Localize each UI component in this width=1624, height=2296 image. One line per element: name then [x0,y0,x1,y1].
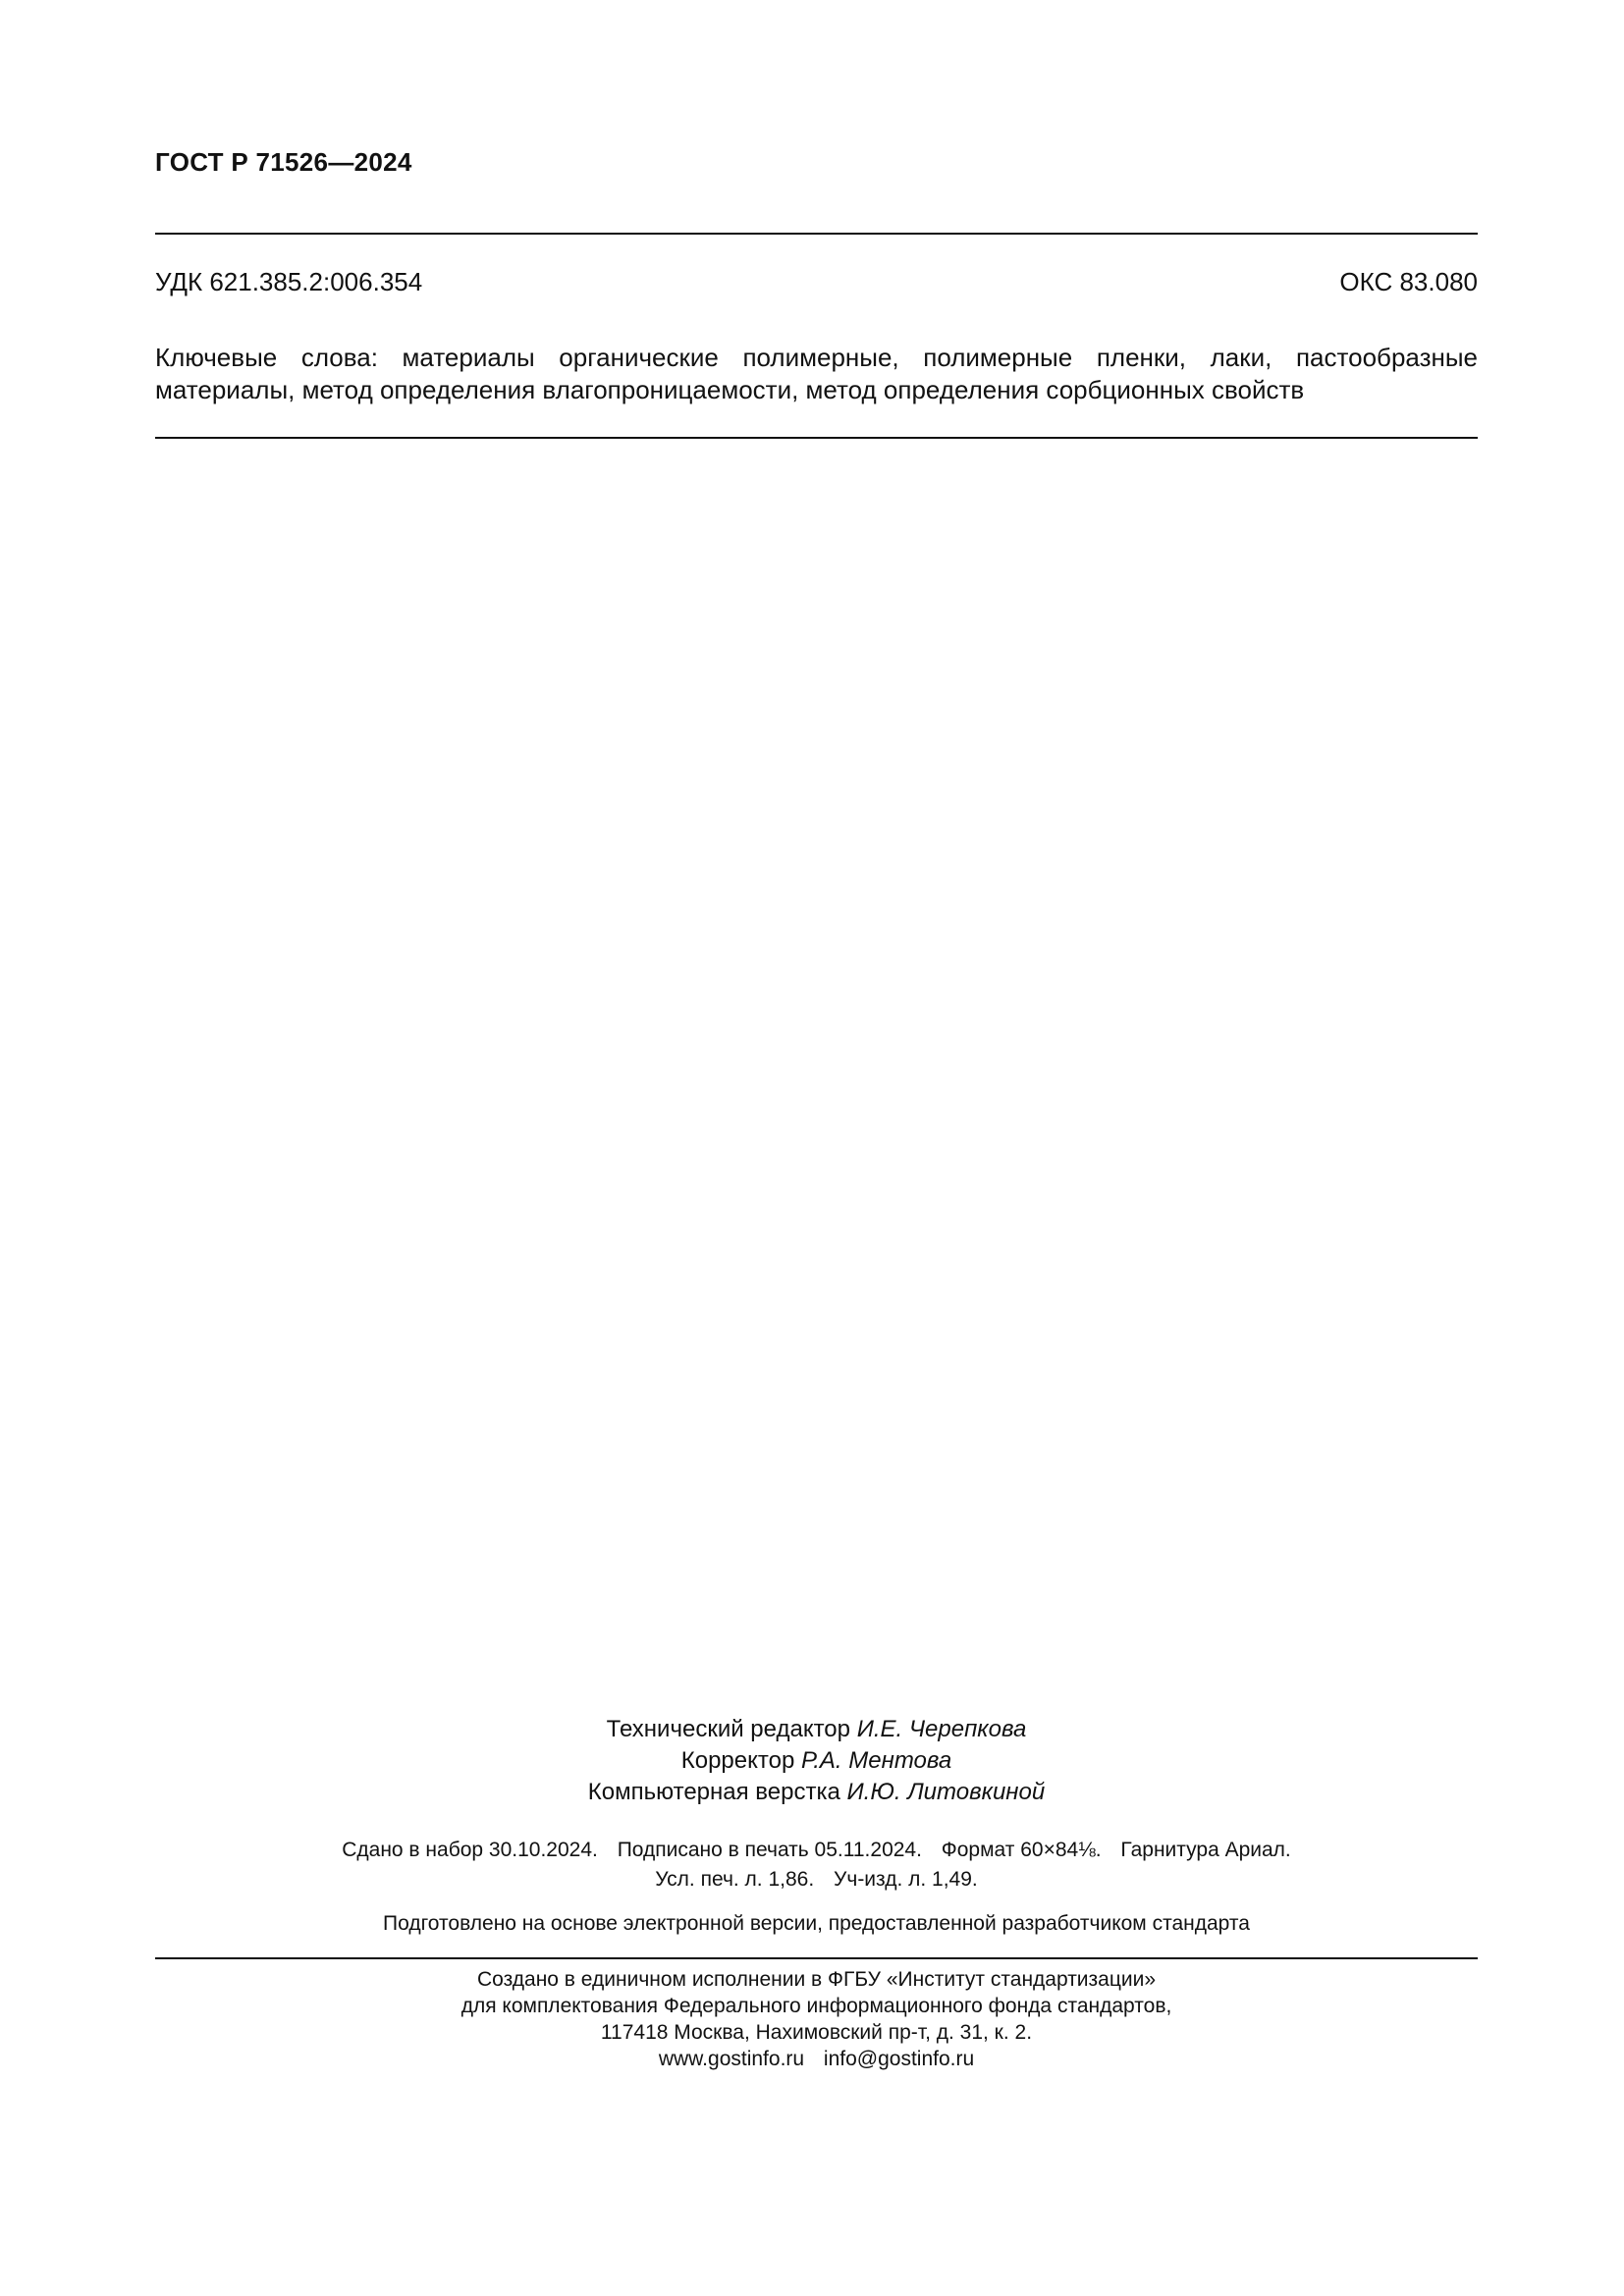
keywords-divider [155,437,1478,439]
publisher-line-2: для комплектования Федерального информационного фонда стандартов, [460,1995,1172,2017]
keywords-paragraph: Ключевые слова: материалы органические полимерные, полимерные пленки, лаки, пастообразные материалы, метод определения влагопроницаемости, метод определения сорбционных свойств [155,343,1478,404]
email-link[interactable]: info@gostinfo.ru [823,2048,975,2070]
publisher-contacts [155,2046,1478,2072]
publication-sheets: Уч-изд. л. 1,49. [834,1868,978,1891]
website-link[interactable]: www.gostinfo.ru [658,2048,805,2070]
classification-row [155,267,1478,297]
tech-editor-line [155,1714,1478,1745]
credits-block [155,1714,1478,1808]
corrector-line [155,1745,1478,1777]
signed-date: Подписано в печать 05.11.2024. [617,1839,922,1861]
imprint-line-1 [155,1836,1478,1865]
paper-format: Формат 60×84⅛. [941,1839,1102,1861]
prepared-note: Подготовлено на основе электронной версии, предоставленной разработчиком стандарта [383,1912,1250,1935]
submitted-date: Сдано в набор 30.10.2024. [342,1839,598,1861]
imprint-block [155,1836,1478,1895]
udc-code: УДК 621.385.2:006.354 [155,267,423,296]
tech-editor-name: И.Е. Черепкова [856,1716,1027,1742]
top-divider [155,233,1478,235]
print-sheets: Усл. печ. л. 1,86. [655,1868,815,1891]
publisher-line-1: Создано в единичном исполнении в ФГБУ «Институт стандартизации» [476,1968,1157,1991]
imprint-line-2 [155,1865,1478,1895]
corrector-name: Р.А. Ментова [800,1747,952,1774]
oks-code: ОКС 83.080 [1339,267,1478,296]
corrector-role: Корректор [680,1747,795,1774]
standard-code: ГОСТ Р 71526—2024 [155,147,412,177]
layout-line [155,1777,1478,1808]
typeface: Гарнитура Ариал. [1120,1839,1291,1861]
layout-role: Компьютерная верстка [587,1779,840,1805]
tech-editor-role: Технический редактор [606,1716,851,1742]
layout-name: И.Ю. Литовкиной [846,1779,1046,1805]
publisher-address: 117418 Москва, Нахимовский пр-т, д. 31, к. 2. [600,2021,1033,2044]
publisher-block [155,1966,1478,2072]
bottom-divider [155,1957,1478,1959]
